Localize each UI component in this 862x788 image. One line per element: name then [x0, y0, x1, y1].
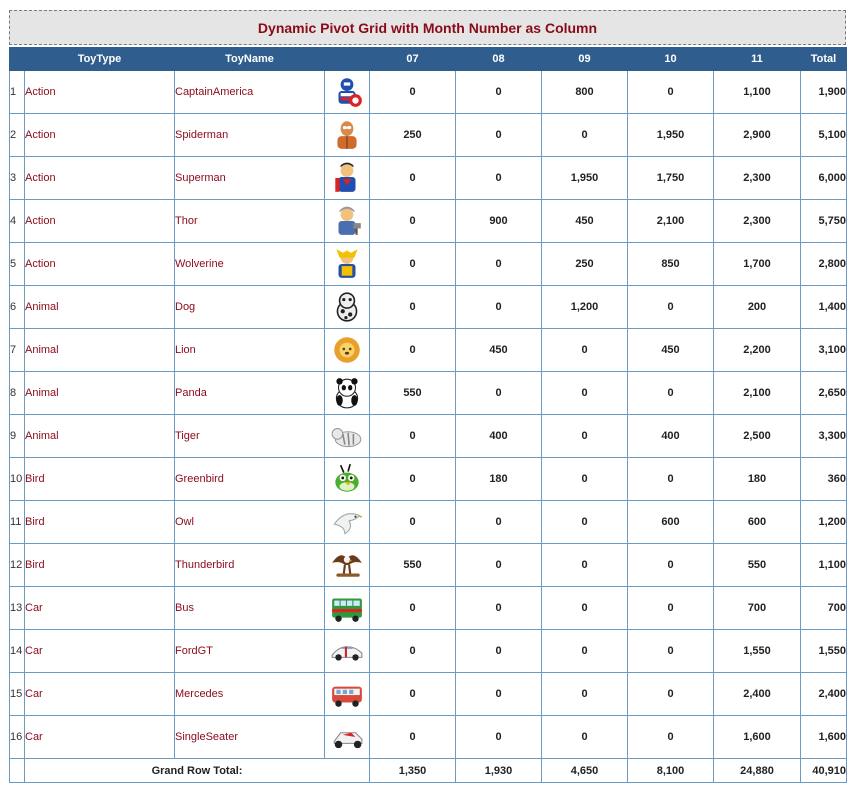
month-value-cell: 450 [628, 329, 714, 372]
table-row [10, 716, 847, 759]
ford-gt-icon [330, 634, 364, 668]
toy-name-link[interactable]: Bus [175, 587, 325, 630]
month-value-cell: 0 [542, 501, 628, 544]
owl-icon [330, 505, 364, 539]
month-value-cell: 0 [542, 716, 628, 759]
row-number: 11 [10, 501, 25, 544]
row-total-cell: 5,750 [801, 200, 847, 243]
table-row [10, 587, 847, 630]
row-total-cell: 3,300 [801, 415, 847, 458]
panda-icon [330, 376, 364, 410]
row-number: 7 [10, 329, 25, 372]
month-value-cell: 0 [370, 415, 456, 458]
toy-image-cell [325, 286, 370, 329]
row-number: 3 [10, 157, 25, 200]
row-total-cell: 2,800 [801, 243, 847, 286]
month-value-cell: 0 [370, 157, 456, 200]
row-number: 9 [10, 415, 25, 458]
single-seater-icon [330, 720, 364, 754]
table-row [10, 630, 847, 673]
table-row [10, 71, 847, 114]
month-value-cell: 1,950 [542, 157, 628, 200]
header-rownum [10, 48, 25, 71]
month-value-cell: 180 [714, 458, 801, 501]
toy-name-link[interactable]: Wolverine [175, 243, 325, 286]
row-number: 8 [10, 372, 25, 415]
month-value-cell: 0 [370, 673, 456, 716]
month-value-cell: 900 [456, 200, 542, 243]
header-month-08[interactable]: 08 [456, 48, 542, 71]
toy-name-link[interactable]: Panda [175, 372, 325, 415]
month-value-cell: 700 [714, 587, 801, 630]
thor-icon [330, 204, 364, 238]
toy-type-link[interactable]: Car [25, 587, 175, 630]
header-toytype[interactable]: ToyType [25, 48, 175, 71]
month-value-cell: 0 [542, 544, 628, 587]
month-value-cell: 2,100 [714, 372, 801, 415]
row-total-cell: 1,100 [801, 544, 847, 587]
month-value-cell: 200 [714, 286, 801, 329]
grand-total-label: Grand Row Total: [25, 759, 370, 783]
grand-total-09: 4,650 [542, 759, 628, 783]
grand-total-10: 8,100 [628, 759, 714, 783]
grid-title: Dynamic Pivot Grid with Month Number as Column [9, 10, 846, 45]
month-value-cell: 0 [542, 458, 628, 501]
month-value-cell: 0 [456, 243, 542, 286]
grand-total-07: 1,350 [370, 759, 456, 783]
month-value-cell: 0 [370, 630, 456, 673]
toy-type-link[interactable]: Action [25, 243, 175, 286]
month-value-cell: 0 [456, 544, 542, 587]
header-row [10, 48, 847, 71]
toy-type-link[interactable]: Bird [25, 458, 175, 501]
spiderman-icon [330, 118, 364, 152]
month-value-cell: 1,950 [628, 114, 714, 157]
row-number: 1 [10, 71, 25, 114]
toy-name-link[interactable]: Owl [175, 501, 325, 544]
month-value-cell: 2,100 [628, 200, 714, 243]
month-value-cell: 0 [456, 716, 542, 759]
row-total-cell: 2,650 [801, 372, 847, 415]
table-row [10, 673, 847, 716]
toy-image-cell [325, 71, 370, 114]
row-total-cell: 1,550 [801, 630, 847, 673]
toy-image-cell [325, 458, 370, 501]
toy-name-link[interactable]: Dog [175, 286, 325, 329]
toy-type-link[interactable]: Animal [25, 329, 175, 372]
toy-name-link[interactable]: Mercedes [175, 673, 325, 716]
toy-image-cell [325, 587, 370, 630]
month-value-cell: 1,600 [714, 716, 801, 759]
month-value-cell: 250 [370, 114, 456, 157]
toy-image-cell [325, 200, 370, 243]
month-value-cell: 600 [628, 501, 714, 544]
table-row [10, 114, 847, 157]
table-row [10, 458, 847, 501]
month-value-cell: 0 [628, 587, 714, 630]
grand-total-row [10, 759, 847, 783]
row-number: 15 [10, 673, 25, 716]
toy-image-cell [325, 544, 370, 587]
table-row [10, 200, 847, 243]
table-row [10, 157, 847, 200]
toy-image-cell [325, 243, 370, 286]
header-month-07[interactable]: 07 [370, 48, 456, 71]
month-value-cell: 0 [456, 587, 542, 630]
month-value-cell: 0 [370, 329, 456, 372]
toy-image-cell [325, 716, 370, 759]
toy-name-link[interactable]: Tiger [175, 415, 325, 458]
month-value-cell: 0 [628, 630, 714, 673]
row-total-cell: 6,000 [801, 157, 847, 200]
header-month-10[interactable]: 10 [628, 48, 714, 71]
month-value-cell: 2,300 [714, 200, 801, 243]
month-value-cell: 0 [542, 587, 628, 630]
row-number: 13 [10, 587, 25, 630]
month-value-cell: 0 [370, 501, 456, 544]
row-total-cell: 360 [801, 458, 847, 501]
toy-type-link[interactable]: Action [25, 200, 175, 243]
header-image [325, 48, 370, 71]
month-value-cell: 0 [370, 243, 456, 286]
month-value-cell: 0 [542, 114, 628, 157]
toy-type-link[interactable]: Action [25, 71, 175, 114]
toy-image-cell [325, 114, 370, 157]
toy-name-link[interactable]: Thor [175, 200, 325, 243]
wolverine-icon [330, 247, 364, 281]
month-value-cell: 400 [456, 415, 542, 458]
row-number: 2 [10, 114, 25, 157]
month-value-cell: 1,700 [714, 243, 801, 286]
row-number: 12 [10, 544, 25, 587]
table-row [10, 544, 847, 587]
month-value-cell: 250 [542, 243, 628, 286]
month-value-cell: 0 [628, 372, 714, 415]
toy-image-cell [325, 673, 370, 716]
month-value-cell: 0 [456, 157, 542, 200]
toy-type-link[interactable]: Animal [25, 415, 175, 458]
month-value-cell: 1,750 [628, 157, 714, 200]
month-value-cell: 0 [628, 458, 714, 501]
toy-image-cell [325, 630, 370, 673]
table-row [10, 372, 847, 415]
row-number: 4 [10, 200, 25, 243]
month-value-cell: 0 [456, 501, 542, 544]
table-row [10, 329, 847, 372]
month-value-cell: 550 [370, 544, 456, 587]
header-month-11[interactable]: 11 [714, 48, 801, 71]
month-value-cell: 0 [628, 286, 714, 329]
row-total-cell: 700 [801, 587, 847, 630]
row-total-cell: 1,400 [801, 286, 847, 329]
toy-name-link[interactable]: Superman [175, 157, 325, 200]
month-value-cell: 0 [456, 286, 542, 329]
month-value-cell: 2,200 [714, 329, 801, 372]
month-value-cell: 0 [456, 673, 542, 716]
month-value-cell: 400 [628, 415, 714, 458]
toy-name-link[interactable]: FordGT [175, 630, 325, 673]
lion-icon [330, 333, 364, 367]
row-number: 5 [10, 243, 25, 286]
month-value-cell: 2,500 [714, 415, 801, 458]
toy-name-link[interactable]: CaptainAmerica [175, 71, 325, 114]
month-value-cell: 0 [542, 415, 628, 458]
month-value-cell: 450 [542, 200, 628, 243]
greenbird-icon [330, 462, 364, 496]
row-total-cell: 3,100 [801, 329, 847, 372]
month-value-cell: 0 [542, 372, 628, 415]
bus-icon [330, 591, 364, 625]
month-value-cell: 0 [628, 544, 714, 587]
grand-total-total: 40,910 [801, 759, 847, 783]
toy-name-link[interactable]: SingleSeater [175, 716, 325, 759]
captain-america-icon [330, 75, 364, 109]
month-value-cell: 0 [370, 716, 456, 759]
month-value-cell: 2,300 [714, 157, 801, 200]
month-value-cell: 0 [542, 630, 628, 673]
toy-image-cell [325, 501, 370, 544]
month-value-cell: 550 [370, 372, 456, 415]
table-row [10, 286, 847, 329]
row-number: 6 [10, 286, 25, 329]
tiger-icon [330, 419, 364, 453]
header-toyname[interactable]: ToyName [175, 48, 325, 71]
toy-image-cell [325, 157, 370, 200]
toy-type-link[interactable]: Car [25, 630, 175, 673]
month-value-cell: 0 [370, 587, 456, 630]
dog-icon [330, 290, 364, 324]
month-value-cell: 800 [542, 71, 628, 114]
month-value-cell: 2,400 [714, 673, 801, 716]
toy-name-link[interactable]: Greenbird [175, 458, 325, 501]
month-value-cell: 450 [456, 329, 542, 372]
superman-icon [330, 161, 364, 195]
toy-type-link[interactable]: Car [25, 716, 175, 759]
month-value-cell: 0 [370, 286, 456, 329]
month-value-cell: 0 [542, 673, 628, 716]
month-value-cell: 600 [714, 501, 801, 544]
row-total-cell: 5,100 [801, 114, 847, 157]
toy-type-link[interactable]: Car [25, 673, 175, 716]
thunderbird-icon [330, 548, 364, 582]
month-value-cell: 1,200 [542, 286, 628, 329]
row-total-cell: 1,200 [801, 501, 847, 544]
toy-type-link[interactable]: Animal [25, 372, 175, 415]
month-value-cell: 0 [628, 71, 714, 114]
row-total-cell: 1,900 [801, 71, 847, 114]
table-row [10, 415, 847, 458]
month-value-cell: 0 [456, 372, 542, 415]
mercedes-icon [330, 677, 364, 711]
pivot-grid [9, 47, 847, 783]
row-total-cell: 2,400 [801, 673, 847, 716]
month-value-cell: 0 [370, 200, 456, 243]
row-number: 16 [10, 716, 25, 759]
month-value-cell: 550 [714, 544, 801, 587]
month-value-cell: 180 [456, 458, 542, 501]
toy-type-link[interactable]: Action [25, 114, 175, 157]
month-value-cell: 850 [628, 243, 714, 286]
table-row [10, 501, 847, 544]
toy-name-link[interactable]: Thunderbird [175, 544, 325, 587]
month-value-cell: 1,550 [714, 630, 801, 673]
grand-total-08: 1,930 [456, 759, 542, 783]
header-month-09[interactable]: 09 [542, 48, 628, 71]
grand-total-11: 24,880 [714, 759, 801, 783]
toy-type-link[interactable]: Bird [25, 544, 175, 587]
month-value-cell: 0 [456, 114, 542, 157]
month-value-cell: 0 [370, 458, 456, 501]
grand-total-spacer [10, 759, 25, 783]
row-number: 14 [10, 630, 25, 673]
toy-type-link[interactable]: Animal [25, 286, 175, 329]
toy-type-link[interactable]: Action [25, 157, 175, 200]
month-value-cell: 0 [370, 71, 456, 114]
toy-name-link[interactable]: Spiderman [175, 114, 325, 157]
row-total-cell: 1,600 [801, 716, 847, 759]
month-value-cell: 0 [456, 630, 542, 673]
toy-type-link[interactable]: Bird [25, 501, 175, 544]
table-row [10, 243, 847, 286]
month-value-cell: 1,100 [714, 71, 801, 114]
month-value-cell: 0 [542, 329, 628, 372]
row-number: 10 [10, 458, 25, 501]
month-value-cell: 0 [456, 71, 542, 114]
month-value-cell: 0 [628, 716, 714, 759]
month-value-cell: 2,900 [714, 114, 801, 157]
toy-name-link[interactable]: Lion [175, 329, 325, 372]
toy-image-cell [325, 415, 370, 458]
toy-image-cell [325, 372, 370, 415]
month-value-cell: 0 [628, 673, 714, 716]
toy-image-cell [325, 329, 370, 372]
header-total[interactable]: Total [801, 48, 847, 71]
